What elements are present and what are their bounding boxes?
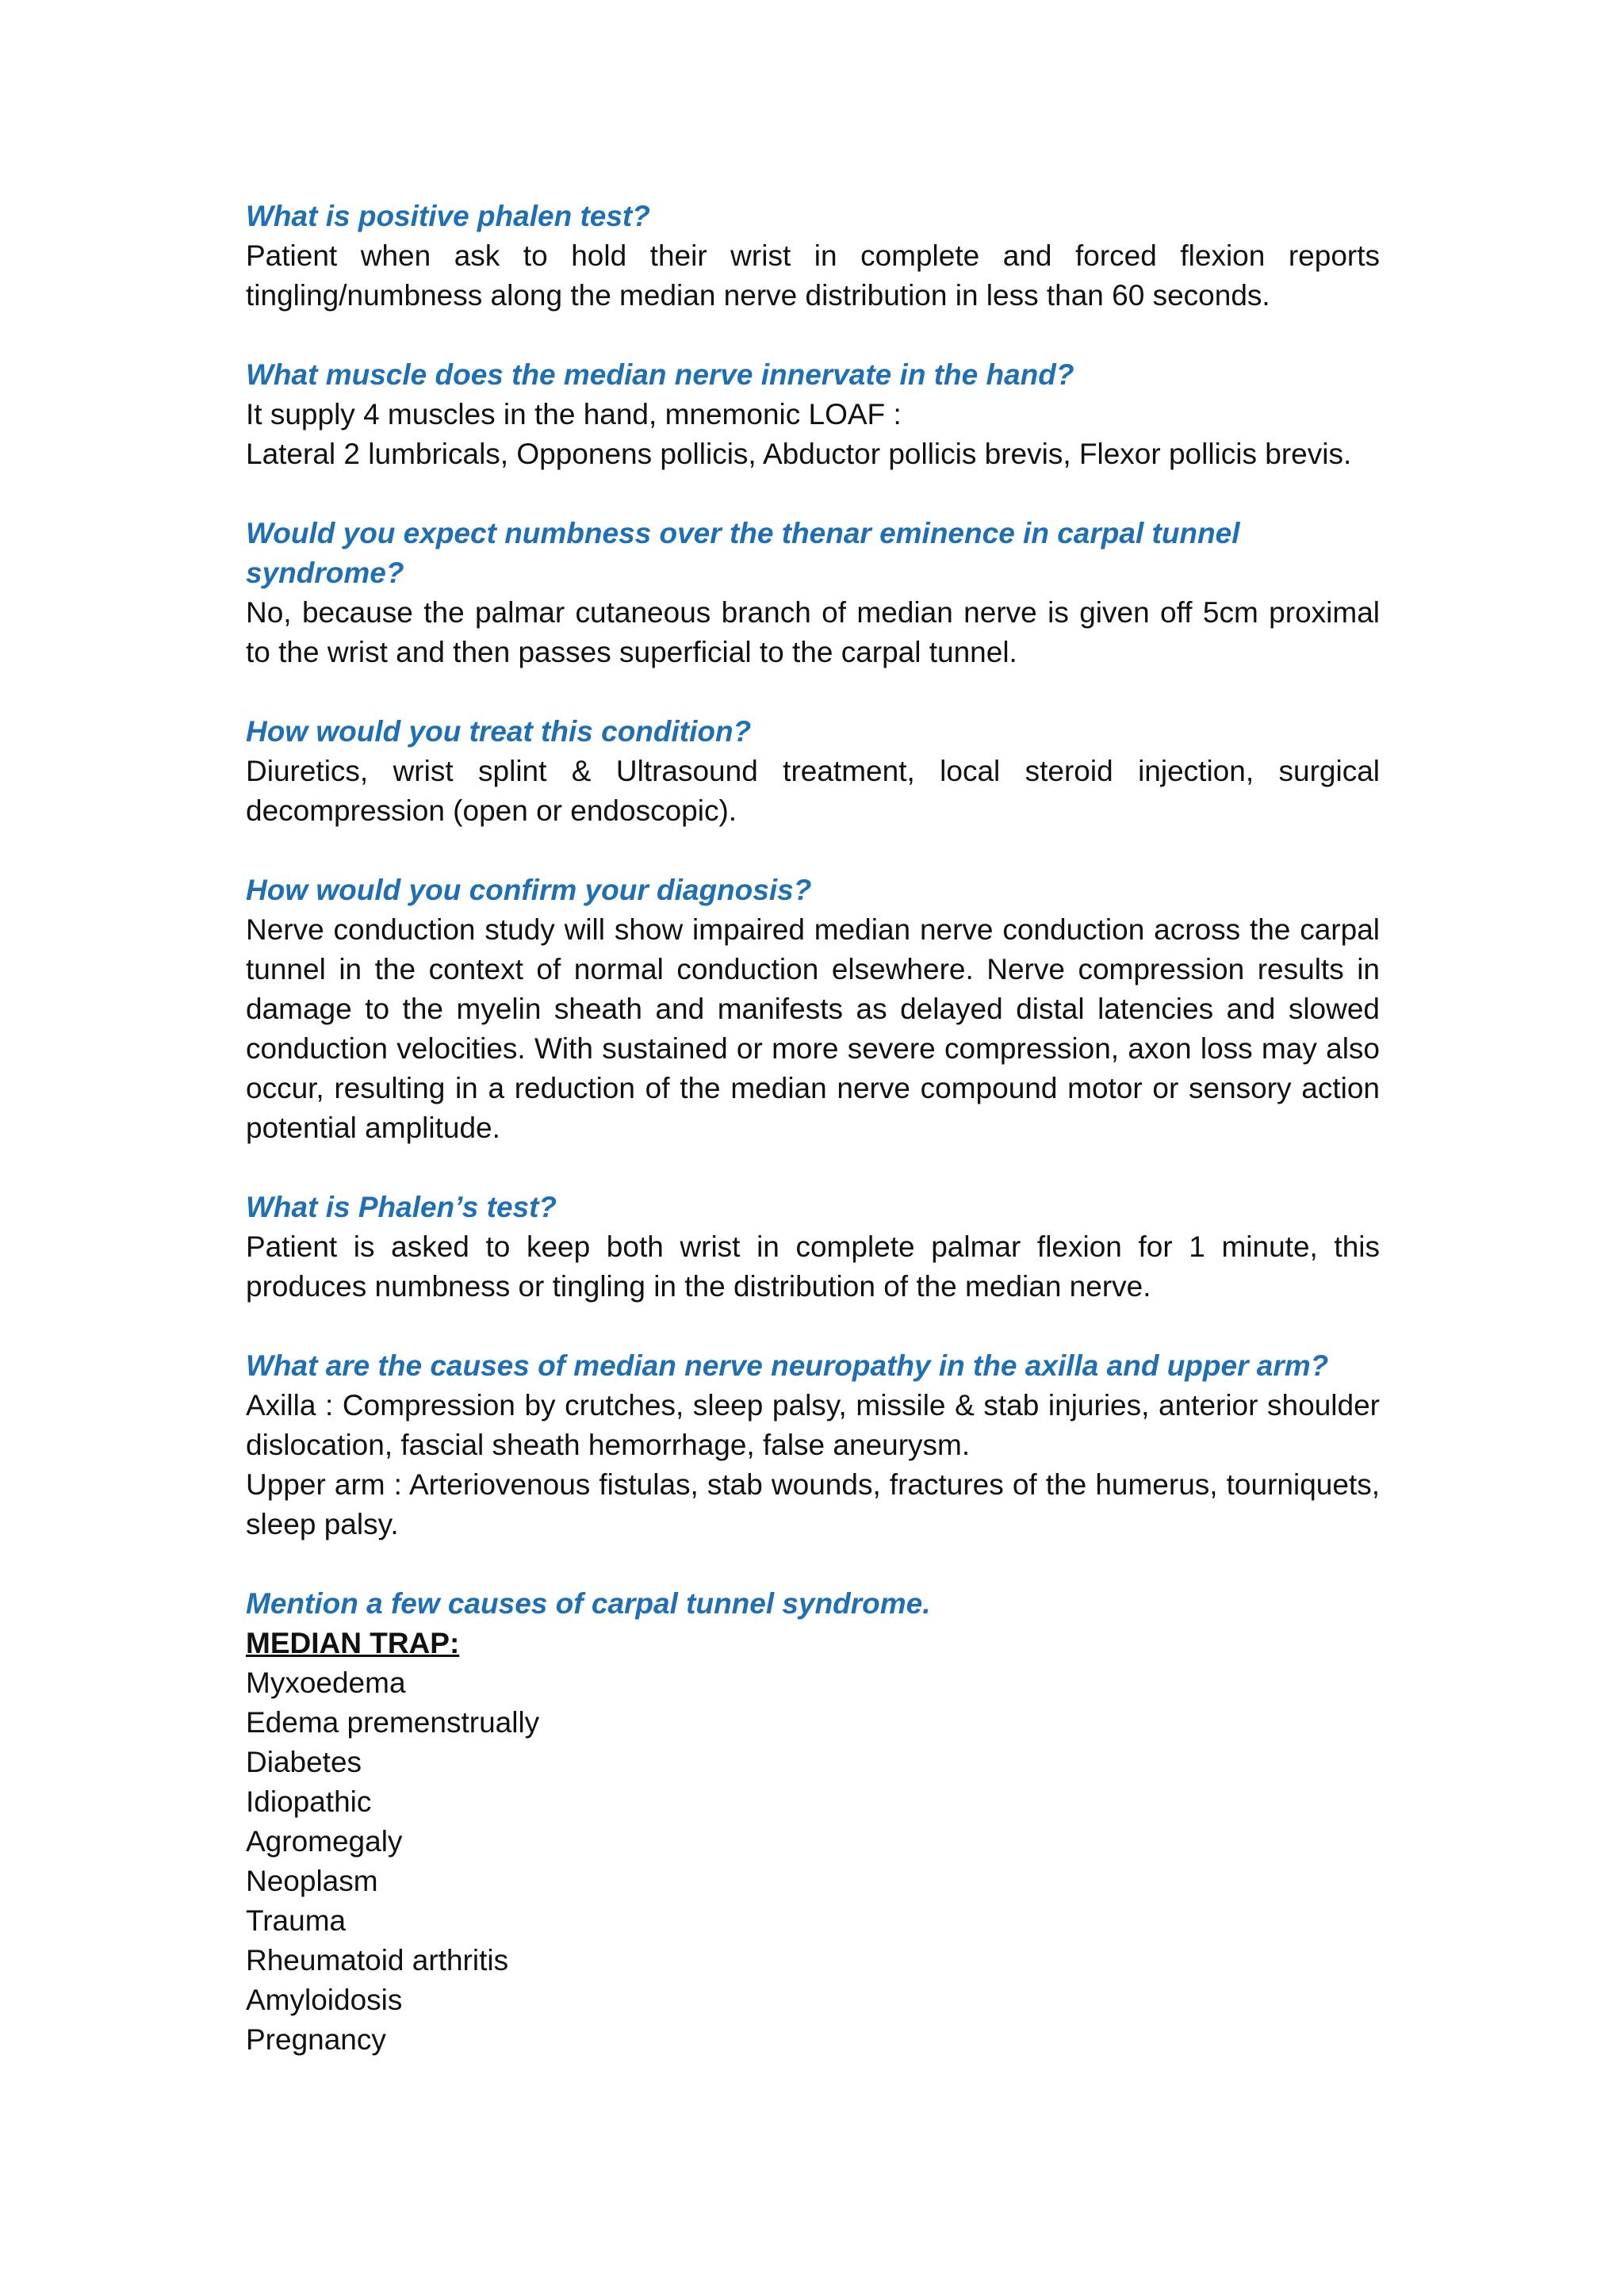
qa-section-axilla-upper-arm: [246, 1346, 1380, 1544]
list-item: Amyloidosis: [246, 1984, 403, 2016]
answer-paragraph: Lateral 2 lumbricals, Opponens pollicis, Abductor pollicis brevis, Flexor pollicis brevis.: [246, 438, 1352, 470]
question-heading: What is Phalen’s test?: [246, 1191, 557, 1223]
qa-section-thenar-numbness: [246, 514, 1380, 672]
qa-section-confirm-diagnosis: [246, 871, 1380, 1148]
list-item: Neoplasm: [246, 1865, 378, 1897]
qa-section-treatment: [246, 712, 1380, 831]
qa-section-causes: [246, 1584, 1380, 2060]
question-heading: What is positive phalen test?: [246, 200, 650, 232]
qa-section-positive-phalen: [246, 197, 1380, 316]
answer-paragraph: Patient is asked to keep both wrist in complete palmar flexion for 1 minute, this produces numbness or tingling in the distribution of the median nerve.: [246, 1230, 1380, 1303]
question-heading: What are the causes of median nerve neuropathy in the axilla and upper arm?: [246, 1349, 1329, 1382]
list-item: Myxoedema: [246, 1667, 406, 1699]
list-item: Idiopathic: [246, 1785, 372, 1818]
list-item: Trauma: [246, 1904, 347, 1937]
answer-paragraph: Patient when ask to hold their wrist in complete and forced flexion reports tingling/numbness along the median nerve distribution in less than 60 seconds.: [246, 239, 1380, 312]
answer-paragraph: It supply 4 muscles in the hand, mnemonic LOAF :: [246, 398, 902, 430]
list-item: Rheumatoid arthritis: [246, 1944, 509, 1976]
question-heading: Would you expect numbness over the thenar eminence in carpal tunnel syndrome?: [246, 517, 1240, 589]
question-heading: Mention a few causes of carpal tunnel syndrome.: [246, 1587, 931, 1620]
qa-section-phalens-test: [246, 1188, 1380, 1307]
answer-paragraph: Upper arm : Arteriovenous fistulas, stab wounds, fractures of the humerus, tourniquets, sleep palsy.: [246, 1468, 1380, 1540]
question-heading: What muscle does the median nerve innervate in the hand?: [246, 358, 1074, 391]
question-heading: How would you confirm your diagnosis?: [246, 874, 812, 906]
list-item: Pregnancy: [246, 2023, 386, 2056]
answer-paragraph: No, because the palmar cutaneous branch of median nerve is given off 5cm proximal to the wrist and then passes superficial to the carpal tunnel.: [246, 596, 1380, 668]
mnemonic-title: MEDIAN TRAP:: [246, 1627, 460, 1659]
list-item: Agromegaly: [246, 1825, 403, 1858]
answer-paragraph: Nerve conduction study will show impaired median nerve conduction across the carpal tunnel in the context of normal conduction elsewhere. Nerve compression results in damage to the myelin sheath and manifests as delayed distal latencies and slowed conduction velocities. With sustained or more severe compression, axon loss may also occur, resulting in a reduction of the median nerve compound motor or sensory action potential amplitude.: [246, 913, 1380, 1144]
document-page: [246, 197, 1380, 2099]
qa-section-median-muscles: [246, 355, 1380, 474]
answer-paragraph: Axilla : Compression by crutches, sleep palsy, missile & stab injuries, anterior shoulder dislocation, fascial sheath hemorrhage, false aneurysm.: [246, 1389, 1380, 1461]
mnemonic-list: [246, 1663, 1380, 2060]
answer-paragraph: Diuretics, wrist splint & Ultrasound treatment, local steroid injection, surgical decompression (open or endoscopic).: [246, 755, 1380, 827]
list-item: Diabetes: [246, 1746, 362, 1778]
list-item: Edema premenstrually: [246, 1706, 540, 1739]
question-heading: How would you treat this condition?: [246, 715, 752, 748]
